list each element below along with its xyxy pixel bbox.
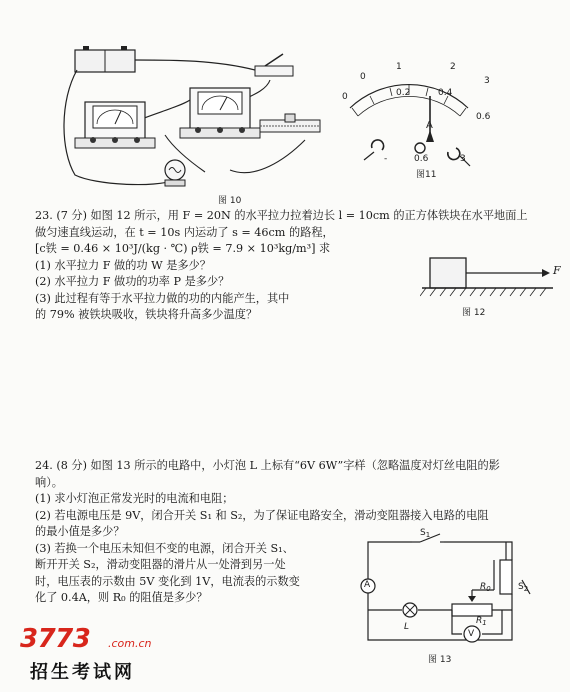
q23-line-6: (3) 此过程有等于水平拉力做的功的内能产生，其中 [35, 291, 290, 305]
logo-domain: .com.cn [108, 637, 152, 650]
q23-line-3: [c铁 = 0.46 × 10³J/(kg · ℃) ρ铁 = 7.9 × 10³kg/m³] 求 [35, 242, 331, 255]
logo-tagline: 招生考试网 [30, 662, 135, 683]
q24-line-3: (1) 求小灯泡正常发光时的电流和电阻； [35, 492, 234, 505]
meter-unit-label: A [426, 120, 433, 131]
fig13-s2-label [518, 582, 528, 593]
q24-line-4: (2) 若电源电压是 9V，闭合开关 S₁ 和 S₂，为了保证电路安全，滑动变阻器接入电路的电阻 [35, 508, 489, 522]
meter-bottom-scale-2: 0.4 [438, 88, 453, 98]
meter-top-scale-1: 1 [396, 62, 402, 72]
site-logo [20, 624, 180, 686]
figure-12-force-label: F [553, 264, 561, 277]
fig13-r0-letter: R [480, 582, 487, 592]
figure-10-circuit-apparatus [55, 40, 330, 195]
fig13-voltmeter-label: V [468, 629, 475, 639]
fig13-s1-label [420, 528, 430, 539]
meter-bottom-scale-0: 0 [342, 92, 348, 102]
q23-line-4: (1) 水平拉力 F 做的功 W 是多少？ [35, 258, 211, 272]
fig13-r0-subscript: 0 [486, 585, 491, 593]
q23-line-1: 23. (7 分) 如图 12 所示，用 F = 20N 的水平拉力拉着边长 l = 10cm 的正方体铁块在水平地面上 [35, 209, 528, 222]
q24-line-2: 响）。 [35, 475, 63, 489]
fig13-s2-subscript: 2 [523, 585, 529, 593]
meter-terminal-0.6: 0.6 [414, 154, 429, 164]
fig13-s1-letter: S [420, 528, 426, 538]
q24-line-8: 时，电压表的示数由 5V 变化到 1V，电流表的示数变 [35, 574, 300, 588]
fig13-r1-label [476, 616, 487, 627]
fig13-ammeter-label: A [364, 580, 371, 590]
q24-line-5: 的最小值是多少？ [35, 525, 125, 538]
q23-line-5: (2) 水平拉力 F 做功的功率 P 是多少？ [35, 275, 230, 288]
meter-top-scale-3: 3 [484, 76, 490, 86]
meter-bottom-scale-1: 0.2 [396, 88, 411, 98]
figure-13-circuit [352, 530, 532, 650]
meter-terminal-minus: - [384, 154, 388, 164]
q24-line-1: 24. (8 分) 如图 13 所示的电路中，小灯泡 L 上标有“6V 6W”字样（忽略温度对灯丝电阻的影 [35, 459, 500, 472]
fig13-r1-letter: R [476, 616, 483, 626]
q23-line-2: 做匀速直线运动，在 t = 10s 内运动了 s = 46cm 的路程， [35, 225, 334, 239]
fig13-r1-subscript: 1 [482, 619, 487, 627]
meter-top-scale-2: 2 [450, 62, 456, 72]
q23-line-7: 的 79% 被铁块吸收，铁块将升高多少温度？ [35, 308, 258, 321]
q24-line-9: 化了 0.4A，则 R₀ 的阻值是多少？ [35, 591, 208, 604]
meter-top-scale-0: 0 [360, 72, 366, 82]
figure-12-caption: 图 12 [462, 308, 486, 318]
figure-10-caption: 图 10 [218, 196, 242, 206]
fig13-s1-subscript: 1 [425, 531, 431, 539]
fig13-s2-letter: S [518, 582, 524, 592]
fig13-r0-label [480, 582, 491, 593]
q24-line-6: (3) 若换一个电压未知但不变的电源，闭合开关 S₁、 [35, 541, 294, 555]
logo-number: 3773 [20, 624, 91, 654]
q24-line-7: 断开开关 S₂，滑动变阻器的滑片从一处滑到另一处 [35, 558, 286, 571]
fig13-lamp-label: L [404, 622, 410, 632]
meter-bottom-scale-3: 0.6 [476, 112, 491, 122]
figure-11-caption: 图11 [416, 170, 437, 180]
figure-13-caption: 图 13 [428, 655, 452, 665]
meter-terminal-3: 3 [460, 154, 466, 164]
figure-12-block-on-ground [420, 250, 555, 300]
